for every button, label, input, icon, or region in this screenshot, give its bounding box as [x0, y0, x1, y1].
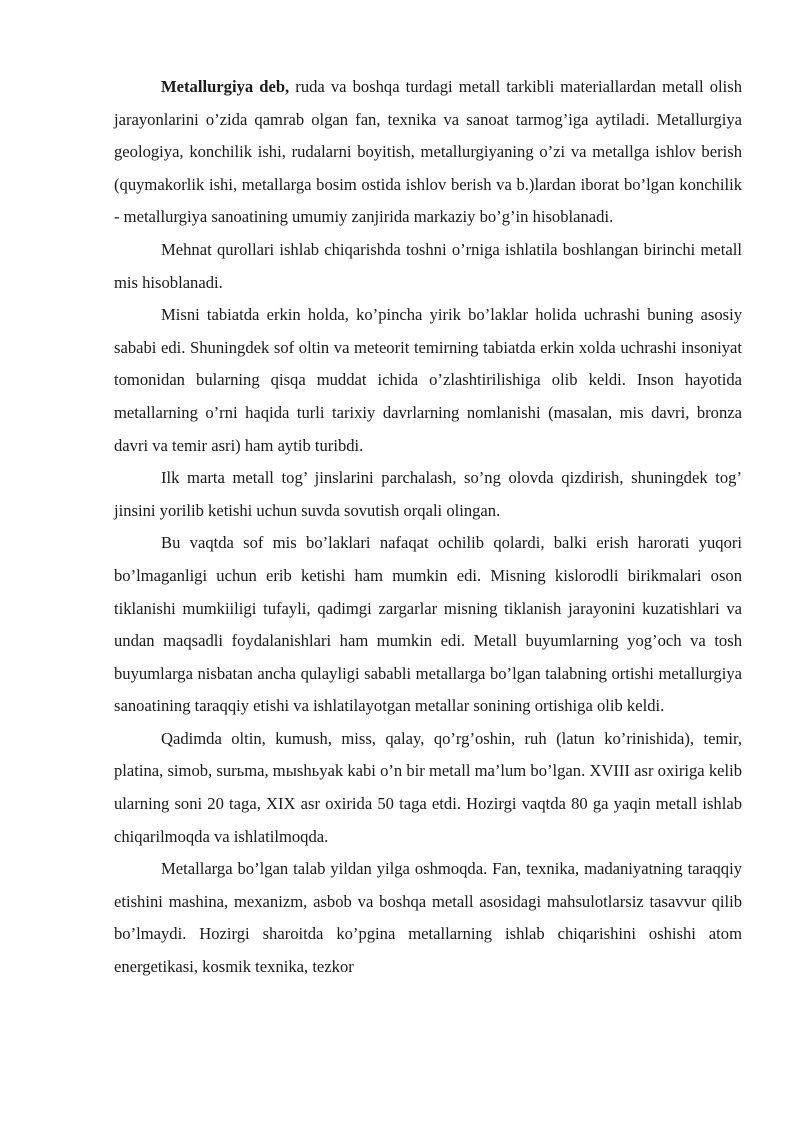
paragraph: Bu vaqtda sof mis bo’laklari nafaqat ochilib qolardi, balki erish harorati yuqori bo’lmaganligi uchun erib ketishi ham mumkin edi. Misning kislorodli birikmalari oson tiklanishi mumkiiligi tufayli, qadimgi zargarlar misning tiklanish jarayonini kuzatishlari va undan maqsadli foydalanishlari ham mumkin edi. Metall buyumlarning yog’och va tosh buyumlarga nisbatan ancha qulayligi sababli metallarga bo’lgan talabning ortishi metallurgiya sanoatining taraqqiy etishi va ishlatilayotgan metallar sonining ortishiga olib keldi.	[114, 533, 742, 716]
paragraph: Metallarga bo’lgan talab yildan yilga oshmoqda. Fan, texnika, madaniyatning taraqqiy etishini mashina, mexanizm, asbob va boshqa metall asosidagi mahsulotlarsiz tasavvur qilib bo’lmaydi. Hozirgi sharoitda ko’pgina metallarning ishlab chiqarishini oshishi atom energetikasi, kosmik texnika, tezkor	[114, 859, 742, 977]
paragraph: Qadimda oltin, kumush, miss, qalay, qo’rg’oshin, ruh (latun ko’rinishida), temir, platina, simob, surьma, mыshьyak kabi o’n bir metall ma’lum bo’lgan. XVIII asr oxiriga kelib ularning soni 20 taga, XIX asr oxirida 50 taga etdi. Hozirgi vaqtda 80 ga yaqin metall ishlab chiqarilmoqda va ishlatilmoqda.	[114, 728, 742, 846]
paragraph: Ilk marta metall tog’ jinslarini parchalash, so’ng olovda qizdirish, shuningdek tog’ jinsini yorilib ketishi uchun suvda sovutish orqali olingan.	[114, 468, 742, 520]
paragraph: Misni tabiatda erkin holda, ko’pincha yirik bo’laklar holida uchrashi buning asosiy sababi edi. Shuningdek sof oltin va meteorit temirning tabiatda erkin xolda uchrashi insoniyat tomonidan bularning qisqa muddat ichida o’zlashtirilishiga olib keldi. Inson hayotida metallarning o’rni haqida turli tarixiy davrlarning nomlanishi (masalan, mis davri, bronza davri va temir asri) ham aytib turibdi.	[114, 305, 742, 455]
paragraph-definition	[114, 71, 742, 234]
paragraph: Mehnat qurollari ishlab chiqarishda toshni o’rniga ishlatila boshlangan birinchi metall mis hisoblanadi.	[114, 239, 742, 292]
paragraph-text: ruda va boshqa turdagi metall tarkibli materiallardan metall olish jarayonlarini o’zida qamrab olgan fan, texnika va sanoat tarmog’iga aytiladi. Metallurgiya geologiya, konchilik ishi, rudalarni boyitish, metallurgiyaning o’zi va metallga ishlov berish (quymakorlik ishi, metallarga bosim ostida ishlov berish va b.)lardan iborat bo’lgan konchilik - metallurgiya sanoatining umumiy zanjirida markaziy bo’g’in hisoblanadi.	[114, 77, 742, 227]
body-text	[114, 71, 742, 984]
definition-term: Metallurgiya deb,	[161, 77, 290, 96]
